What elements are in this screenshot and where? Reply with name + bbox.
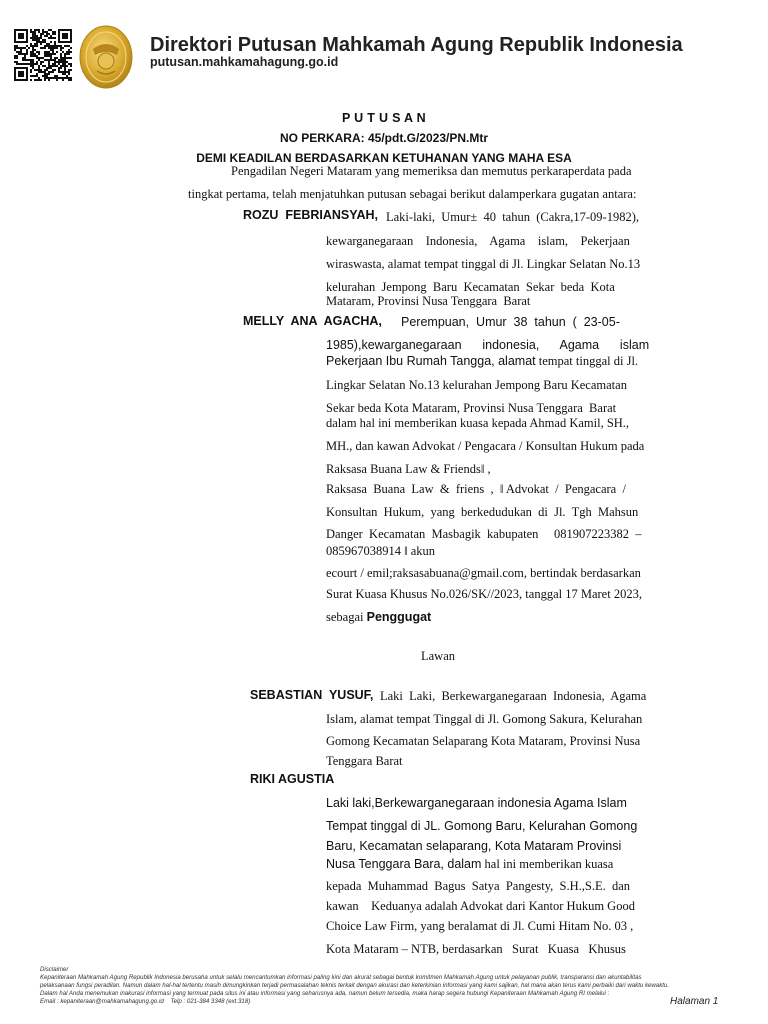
party4-line: Baru, Kecamatan selaparang, Kota Mataram Provinsi [326,839,622,853]
party1-line: Mataram, Provinsi Nusa Tenggara Barat [326,294,531,308]
party4-name: RIKI AGUSTIA [250,772,335,786]
case-number: NO PERKARA: 45/pdt.G/2023/PN.Mtr [279,131,489,145]
party2-line: 1985),kewarganegaraan indonesia, Agama islam [326,338,650,352]
lawan-label: Lawan [420,649,455,663]
penggugat-label: Penggugat [366,610,432,624]
party2-role [326,609,431,625]
party2-line: Konsultan Hukum, yang berkedudukan di Jl. Tgh Mahsun [326,505,639,519]
disclaimer-line: Kepaniteraan Mahkamah Agung Republik Indonesia berusaha untuk selalu mencantumkan informasi paling kini dan akurat sebagai bentuk komitmen Mahkamah Agung untuk pelayanan publik, transparansi dan akuntabilitas [40,974,642,981]
party2-line: Surat Kuasa Khusus No.026/SK//2023, tanggal 17 Maret 2023, [326,587,642,601]
party3-line: Tenggara Barat [326,754,403,768]
intro-line-1: Pengadilan Negeri Mataram yang memeriksa dan memutus perkaraperdata pada [231,164,632,178]
party1-first-line: Laki-laki, Umur± 40 tahun (Cakra,17-09-1982), [386,210,639,224]
party2-line: Raksasa Buana Law & Friends‖ , [326,462,491,476]
party4-line: Laki laki,Berkewarganegaraan indonesia Agama Islam [326,796,627,810]
party2-line: dalam hal ini memberikan kuasa kepada Ahmad Kamil, SH., [326,416,630,430]
page-number: Halaman 1 [670,996,719,1007]
party1-line: wiraswasta, alamat tempat tinggal di Jl. Lingkar Selatan No.13 [326,257,641,271]
site-title: Direktori Putusan Mahkamah Agung Republik Indonesia [150,34,683,56]
party4-line [326,856,613,872]
party2-line: 085967038914 ‖ akun [326,544,436,558]
party4-mixed-serif: hal ini memberikan kuasa [481,857,614,871]
party3-line: Gomong Kecamatan Selaparang Kota Mataram, Provinsi Nusa [326,734,641,748]
party1-name: ROZU FEBRIANSYAH, [243,208,378,222]
qr-code-icon [14,29,72,81]
party2-line: Lingkar Selatan No.13 kelurahan Jempong Baru Kecamatan [326,378,627,392]
party2-line: MH., dan kawan Advokat / Pengacara / Konsultan Hukum pada [326,439,645,453]
mahkamah-agung-seal-icon [79,25,133,89]
disclaimer-line: pelaksanaan fungsi peradilan. Namun dalam hal-hal tertentu masih dimungkinkan terjadi permasalahan teknis terkait dengan akurasi dan keterkinian informasi yang kami sajikan, hal mana akan terus kami perbaiki dari waktu kewaktu. [40,982,670,989]
party2-line [326,353,638,369]
party4-mixed-sans: Nusa Tenggara Bara, dalam [326,857,482,871]
party2-address-start: tempat tinggal di Jl. [535,354,639,368]
party1-line: kelurahan Jempong Baru Kecamatan Sekar beda Kota [326,280,615,294]
party3-first-line: Laki Laki, Berkewarganegaraan Indonesia, Agama [380,689,647,703]
sebagai-label: sebagai [326,610,367,624]
party3-line: Islam, alamat tempat Tinggal di Jl. Gomong Sakura, Kelurahan [326,712,643,726]
party2-line: Danger Kecamatan Masbagik kabupaten 081907223382 – [326,527,642,541]
disclaimer [40,966,720,1006]
irah-irah: DEMI KEADILAN BERDASARKAN KETUHANAN YANG MAHA ESA [196,151,572,165]
party4-line: Tempat tinggal di JL. Gomong Baru, Kelurahan Gomong [326,819,638,833]
party1-line: kewarganegaraan Indonesia, Agama islam, Pekerjaan [326,234,630,248]
putusan-heading: P U T U S A N [341,111,426,125]
party2-line: ecourt / emil;raksasabuana@gmail.com, bertindak berdasarkan [326,566,641,580]
party2-occupation: Pekerjaan Ibu Rumah Tangga, alamat [326,354,536,368]
party4-line: Choice Law Firm, yang beralamat di Jl. Cumi Hitam No. 03 , [326,919,634,933]
party3-name: SEBASTIAN YUSUF, [250,688,374,702]
party2-name: MELLY ANA AGACHA, [243,314,382,328]
disclaimer-title: Disclaimer [40,966,69,973]
party2-line: Sekar beda Kota Mataram, Provinsi Nusa Tenggara Barat [326,401,617,415]
disclaimer-line: Dalam hal Anda menemukan inakurasi informasi yang termuat pada situs ini atau informasi yang seharusnya ada, namun belum tersedia, maka harap segera hubungi Kepaniteraan Mahkamah Agung RI melalui : [40,990,610,997]
party4-line: kawan Keduanya adalah Advokat dari Kantor Hukum Good [326,899,635,913]
party4-line: Kota Mataram – NTB, berdasarkan Surat Kuasa Khusus [326,942,626,956]
party2-first-line: Perempuan, Umur 38 tahun ( 23-05- [401,315,620,329]
disclaimer-contact: Email : kepaniteraan@mahkamahagung.go.id Telp : 021-384 3348 (ext.318) [40,998,251,1005]
party2-line: Raksasa Buana Law & friens , ‖ Advokat / Pengacara / [326,482,626,496]
party4-line: kepada Muhammad Bagus Satya Pangesty, S.H.,S.E. dan [326,879,631,893]
site-url[interactable]: putusan.mahkamahagung.go.id [150,55,339,69]
intro-line-2: tingkat pertama, telah menjatuhkan putusan sebagai berikut dalamperkara gugatan antara: [188,187,637,201]
